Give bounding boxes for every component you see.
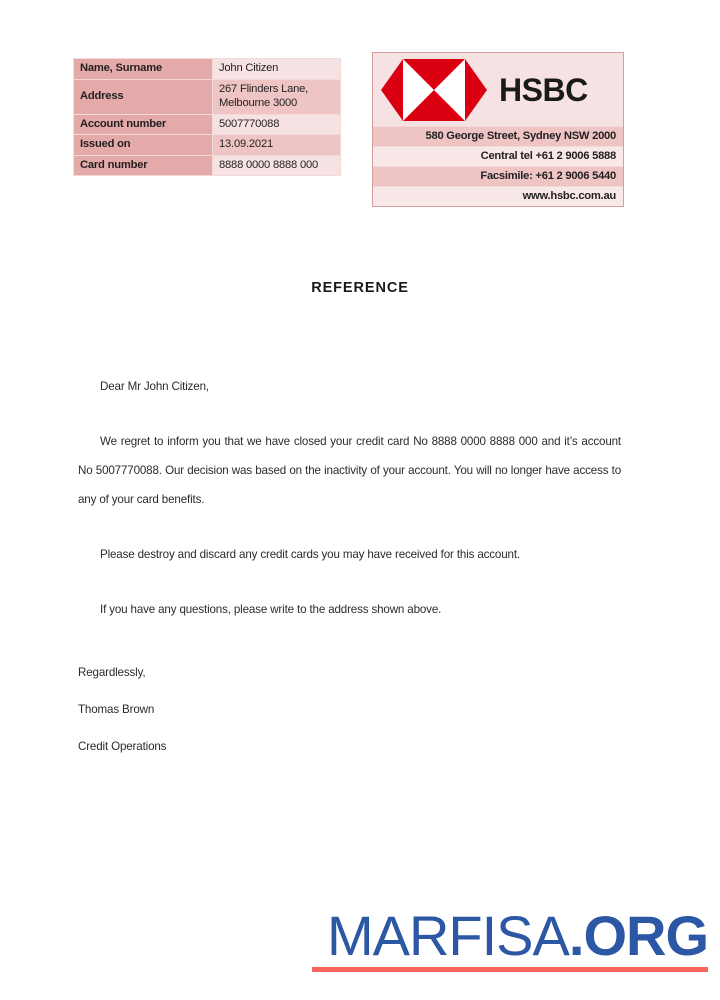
watermark-dot: . (568, 904, 584, 967)
customer-details-table (73, 58, 341, 176)
details-label-account-number: Account number (74, 114, 213, 135)
letter-paragraph-2: Please destroy and discard any credit cards you may have received for this account. (100, 548, 520, 561)
hsbc-wordmark: HSBC (499, 71, 588, 108)
watermark-text (312, 904, 708, 967)
page-title: REFERENCE (311, 280, 409, 296)
letter-signature-block (78, 654, 478, 765)
letter-body (78, 372, 621, 650)
details-value-account-number: 5007770088 (213, 114, 341, 135)
watermark-tld: ORG (583, 904, 708, 967)
details-value-address (213, 79, 341, 114)
table-row (74, 79, 341, 114)
details-value-issued-on: 13.09.2021 (213, 135, 341, 156)
letterhead-website[interactable]: www.hsbc.com.au (373, 186, 623, 206)
table-row (74, 135, 341, 156)
table-row (74, 155, 341, 176)
letterhead-logo-area (373, 53, 623, 126)
signoff-name: Thomas Brown (78, 703, 155, 716)
letter-salutation: Dear Mr John Citizen, (100, 380, 209, 393)
table-row (74, 114, 341, 135)
details-label-card-number: Card number (74, 155, 213, 176)
signoff-closing: Regardlessly, (78, 666, 146, 679)
details-label-address: Address (74, 79, 213, 114)
marfisa-watermark (312, 904, 708, 972)
letter-paragraph-3: If you have any questions, please write to the address shown above. (100, 603, 442, 616)
details-label-issued-on: Issued on (74, 135, 213, 156)
watermark-name: MARFISA (326, 904, 569, 967)
table-row (74, 59, 341, 80)
address-line-2: Melbourne 3000 (219, 97, 298, 109)
signoff-department: Credit Operations (78, 740, 167, 753)
watermark-underline (312, 967, 708, 972)
address-line-1: 267 Flinders Lane, (219, 82, 309, 95)
letterhead-facsimile: Facsimile: +61 2 9006 5440 (373, 166, 623, 186)
letterhead-telephone: Central tel +61 2 9006 5888 (373, 146, 623, 166)
hsbc-letterhead (372, 52, 624, 207)
letterhead-address: 580 George Street, Sydney NSW 2000 (373, 126, 623, 146)
letter-paragraph-1: We regret to inform you that we have closed your credit card No 8888 0000 8888 000 and it’s account No 5007770088. Our decision was based on the inactivity of your account. You will no longer have access to any of your card benefits. (78, 435, 621, 506)
hsbc-hexagon-icon (381, 59, 487, 121)
details-value-card-number: 8888 0000 8888 000 (213, 155, 341, 176)
details-value-name: John Citizen (213, 59, 341, 80)
details-label-name: Name, Surname (74, 59, 213, 80)
